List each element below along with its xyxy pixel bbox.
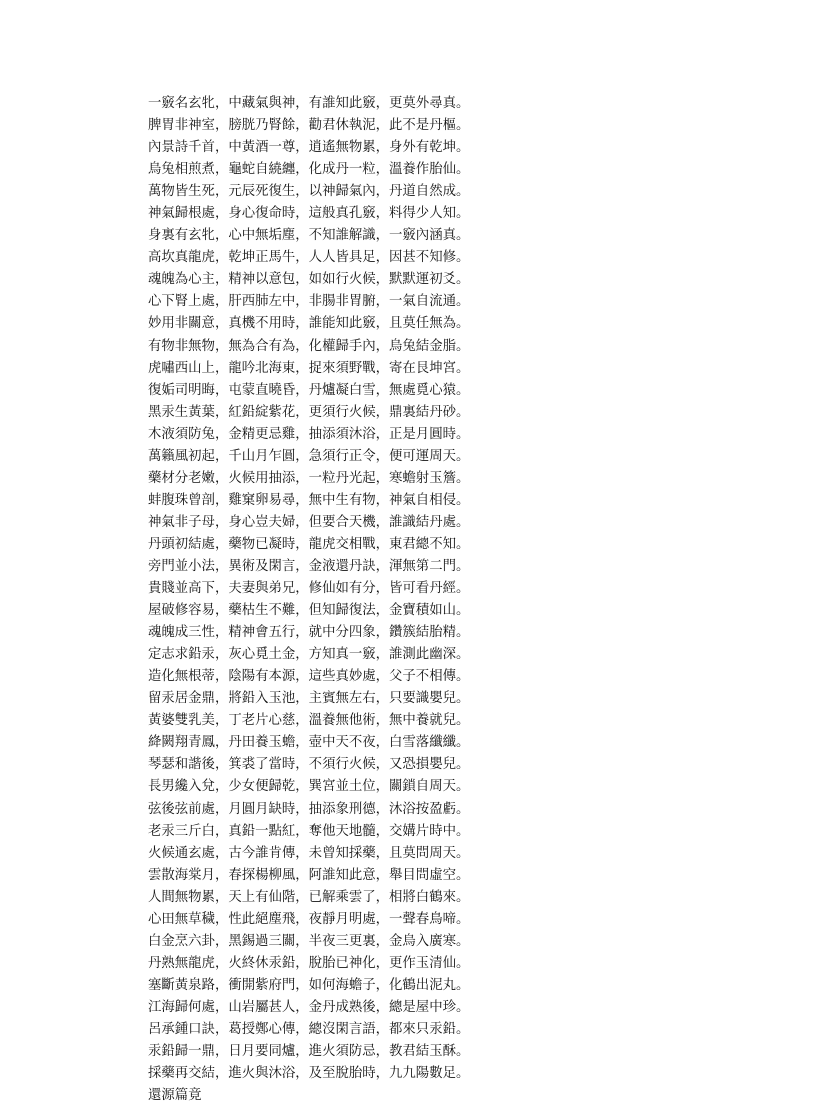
poem-line: 呂承鍾口訣，葛授鄭心傳，總沒閑言語，都來只汞鉛。 — [148, 1021, 470, 1037]
poem-line: 丹熟無龍虎，火終休汞鉛，脫胎已神化，更作玉清仙。 — [148, 955, 470, 971]
poem-line: 琴瑟和諧後，箕裘了當時，不須行火候，又恐損嬰兒。 — [148, 757, 470, 773]
poem-line: 長男纔入兌，少女便歸乾，巽宮並土位，關鎖自周天。 — [148, 779, 470, 795]
poem-line: 身裏有玄牝，心中無垢塵，不知誰解識，一竅內涵真。 — [148, 228, 470, 244]
poem-line: 塞斷黃泉路，衝開紫府門，如何海蟾子，化鶴出泥丸。 — [148, 977, 470, 993]
poem-line: 蚌腹珠曾剖，雞窠卵易尋，無中生有物，神氣自相侵。 — [148, 492, 470, 508]
poem-line: 妙用非關意，真機不用時，誰能知此竅，且莫任無為。 — [148, 316, 470, 332]
poem-line: 心田無草穢，性此絕塵飛，夜靜月明處，一聲春鳥啼。 — [148, 911, 470, 927]
poem-line: 一竅名玄牝，中藏氣與神，有誰知此竅，更莫外尋真。 — [148, 96, 470, 111]
poem-line: 高坎真龍虎，乾坤正馬牛，人人皆具足，因甚不知修。 — [148, 250, 470, 266]
poem-line: 神氣非子母，身心豈夫婦，但要合天機，誰識結丹處。 — [148, 514, 470, 530]
poem-line: 黃婆雙乳美，丁老片心慈，溫養無他術，無中養就兒。 — [148, 713, 470, 729]
poem-line: 定志求鉛汞，灰心覓土金，方知真一竅，誰測此幽深。 — [148, 647, 470, 663]
poem-line: 旁門並小法，異術及閑言，金液還丹訣，渾無第二門。 — [148, 558, 470, 574]
poem-text-block — [148, 93, 708, 1107]
poem-line: 萬籟風初起，千山月乍圓，急須行正令，便可運周天。 — [148, 448, 470, 464]
poem-line: 雲散海棠月，春探楊柳風，阿誰知此意，舉目問虛空。 — [148, 867, 470, 883]
poem-line: 烏兔相煎煮，龜蛇自繞纏，化成丹一粒，溫養作胎仙。 — [148, 162, 470, 178]
poem-line: 絳闕翔青鳳，丹田養玉蟾，壺中天不夜，白雪落纖纖。 — [148, 735, 470, 751]
poem-line: 白金烹六卦，黑錫過三關，半夜三更裏，金烏入廣寒。 — [148, 933, 470, 949]
poem-line: 萬物皆生死，元辰死復生，以神歸氣內，丹道自然成。 — [148, 184, 470, 200]
poem-line: 採藥再交結，進火與沐浴，及至脫胎時，九九陽數足。 — [148, 1066, 470, 1082]
poem-line: 虎嘯西山上，龍吟北海東，捉來須野戰，寄在艮坤宮。 — [148, 360, 470, 376]
poem-line: 脾胃非神室，膀胱乃腎餘，勸君休執泥，此不是丹樞。 — [148, 118, 470, 134]
poem-line: 江海歸何處，山岩屬甚人，金丹成熟後，總是屋中珍。 — [148, 999, 470, 1015]
poem-line: 復姤司明晦，屯蒙直曉昏，丹爐凝白雪，無處覓心猿。 — [148, 382, 470, 398]
poem-line: 火候通玄處，古今誰肯傳，未曾知採藥，且莫問周天。 — [148, 845, 470, 861]
poem-line: 魂魄為心主，精神以意包，如如行火候，默默運初爻。 — [148, 272, 470, 288]
poem-line: 神氣歸根處，身心復命時，這般真孔竅，料得少人知。 — [148, 206, 470, 222]
poem-line: 心下腎上處，肝西肺左中，非腸非胃腑，一氣自流通。 — [148, 294, 470, 310]
poem-line: 黑汞生黃葉，紅鉛綻紫花，更須行火候，鼎裏結丹砂。 — [148, 404, 470, 420]
poem-line: 丹頭初結處，藥物已凝時，龍虎交相戰，東君總不知。 — [148, 536, 470, 552]
poem-line: 留汞居金鼎，將鉛入玉池，主賓無左右，只要識嬰兒。 — [148, 691, 470, 707]
poem-line: 人間無物累，天上有仙階，已解乘雲了，相將白鶴來。 — [148, 889, 470, 905]
poem-line: 弦後弦前處，月圓月缺時，抽添象刑德，沐浴按盈虧。 — [148, 801, 470, 817]
poem-line: 木液須防兔，金精更忌雞，抽添須沐浴，正是月圓時。 — [148, 426, 470, 442]
poem-line: 魂魄成三性，精神會五行，就中分四象，鑽簇結胎精。 — [148, 625, 470, 641]
closing-title-line: 還源篇竟 — [148, 1088, 202, 1104]
poem-line: 汞鉛歸一鼎，日月要同爐，進火須防忌，教君結玉酥。 — [148, 1044, 470, 1060]
poem-line: 老汞三斤白，真鉛一點紅，奪他天地髓，交媾片時中。 — [148, 823, 470, 839]
poem-line: 內景詩千首，中黃酒一尊，逍遙無物累，身外有乾坤。 — [148, 140, 470, 156]
poem-line: 藥材分老嫩，火候用抽添，一粒丹光起，寒蟾射玉簷。 — [148, 470, 470, 486]
poem-line: 屋破修容易，藥枯生不難，但知歸復法，金寶積如山。 — [148, 603, 470, 619]
poem-line: 有物非無物，無為合有為，化權歸手內，烏兔結金脂。 — [148, 338, 470, 354]
poem-line: 貴賤並高下，夫妻與弟兄，修仙如有分，皆可看丹經。 — [148, 581, 470, 597]
poem-line: 造化無根蒂，陰陽有本源，這些真妙處，父子不相傳。 — [148, 669, 470, 685]
